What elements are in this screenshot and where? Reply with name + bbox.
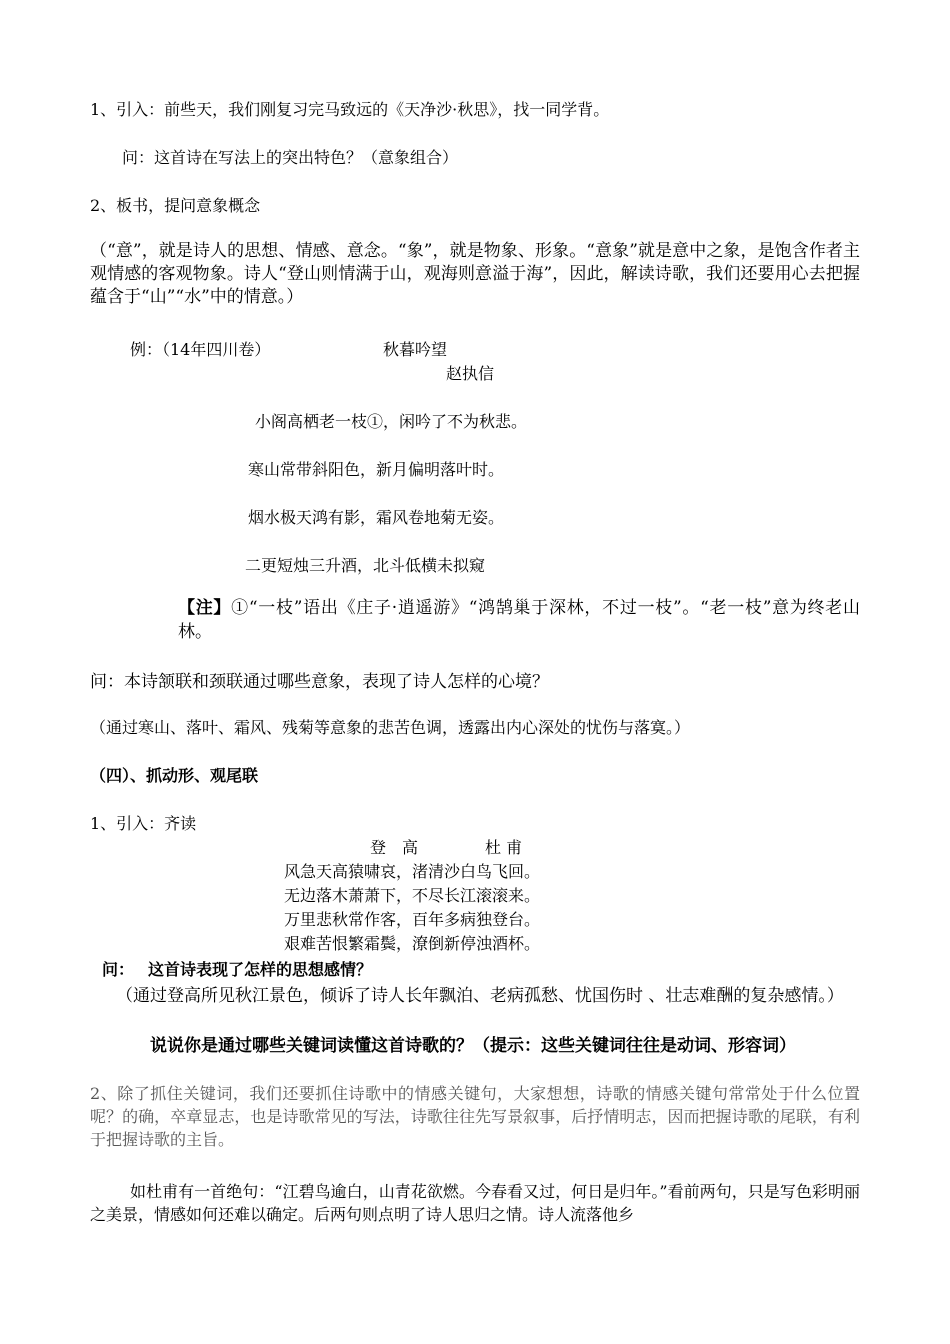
poem2-author: 杜 甫 (485, 838, 523, 857)
intro-recite: 1、引入：齐读 (90, 814, 197, 833)
intro-line: 1、引入：前些天，我们刚复习完马致远的《天净沙·秋思》，找一同学背。 (90, 100, 610, 119)
example-source: 例：（14年四川卷） (130, 340, 271, 359)
board-line: 2、板书，提问意象概念 (90, 196, 261, 215)
question-emotion (102, 960, 372, 980)
poem1-line-1: 小阁高栖老一枝①，闲吟了不为秋悲。 (255, 412, 528, 431)
concept-paragraph: （“意”，就是诗人的思想、情感、意念。“象”，就是物象、形象。“意象”就是意中之象，是饱含作者主观情感的客观物象。诗人“登山则情满于山，观海则意溢于海”，因此，解读诗歌，我们还要用心去把握蕴含于“山”“水”中的情意。） (90, 241, 860, 307)
note-text: ①“一枝”语出《庄子·逍遥游》“鸿鹄巢于深林，不过一枝”。“老一枝”意为终老山林。 (178, 598, 860, 642)
poem1-line-4: 二更短烛三升酒，北斗低横未拟窥 (245, 556, 486, 575)
question-keywords: 说说你是通过哪些关键词读懂这首诗歌的？（提示：这些关键词往往是动词、形容词） (150, 1036, 796, 1056)
poem2-title: 登 高 (370, 838, 419, 857)
section-heading: （四）、抓动形、观尾联 (90, 766, 259, 785)
poem2-line-2: 无边落木萧萧下，不尽长江滚滚来。 (284, 886, 541, 905)
poem1-author: 赵执信 (446, 364, 495, 383)
paragraph-final-couplet: 2、除了抓住关键词，我们还要抓住诗歌中的情感关键句，大家想想，诗歌的情感关键句常常处于什么位置呢？的确，卒章显志，也是诗歌常见的写法，诗歌往往先写景叙事，后抒情明志，因而把握诗歌的尾联，有利于把握诗歌的主旨。 (90, 1084, 860, 1149)
question-couplets: 问：本诗颔联和颈联通过哪些意象，表现了诗人怎样的心境？ (90, 672, 549, 692)
poem2-line-1: 风急天高猿啸哀，渚清沙白鸟飞回。 (284, 862, 541, 881)
question-technique: 问：这首诗在写法上的突出特色？（意象组合） (122, 148, 459, 167)
poem1-line-3: 烟水极天鸿有影，霜风卷地菊无姿。 (248, 508, 505, 527)
poem1-title: 秋暮吟望 (383, 340, 448, 359)
annotation-note (178, 596, 860, 644)
poem2-line-3: 万里悲秋常作客，百年多病独登台。 (284, 910, 541, 929)
poem2-line-4: 艰难苦恨繁霜鬓，潦倒新停浊酒杯。 (284, 934, 541, 953)
poem1-line-2: 寒山常带斜阳色，新月偏明落叶时。 (248, 460, 505, 479)
question-emotion-text: 这首诗表现了怎样的思想感情？ (148, 960, 373, 979)
question-label: 问： (102, 960, 135, 979)
answer-emotion: （通过登高所见秋江景色，倾诉了诗人长年飘泊、老病孤愁、忧国伤时 、壮志难酬的复杂感情。） (116, 986, 844, 1006)
paragraph-dufu-quatrain: 如杜甫有一首绝句：“江碧鸟逾白，山青花欲燃。今春看又过，何日是归年。”看前两句，只是写色彩明丽之美景，情感如何还难以确定。后两句则点明了诗人思归之情。诗人流落他乡 (90, 1182, 860, 1224)
answer-couplets: （通过寒山、落叶、霜风、残菊等意象的悲苦色调，透露出内心深处的忧伤与落寞。） (90, 718, 691, 737)
note-label: 【注】 (178, 598, 232, 618)
